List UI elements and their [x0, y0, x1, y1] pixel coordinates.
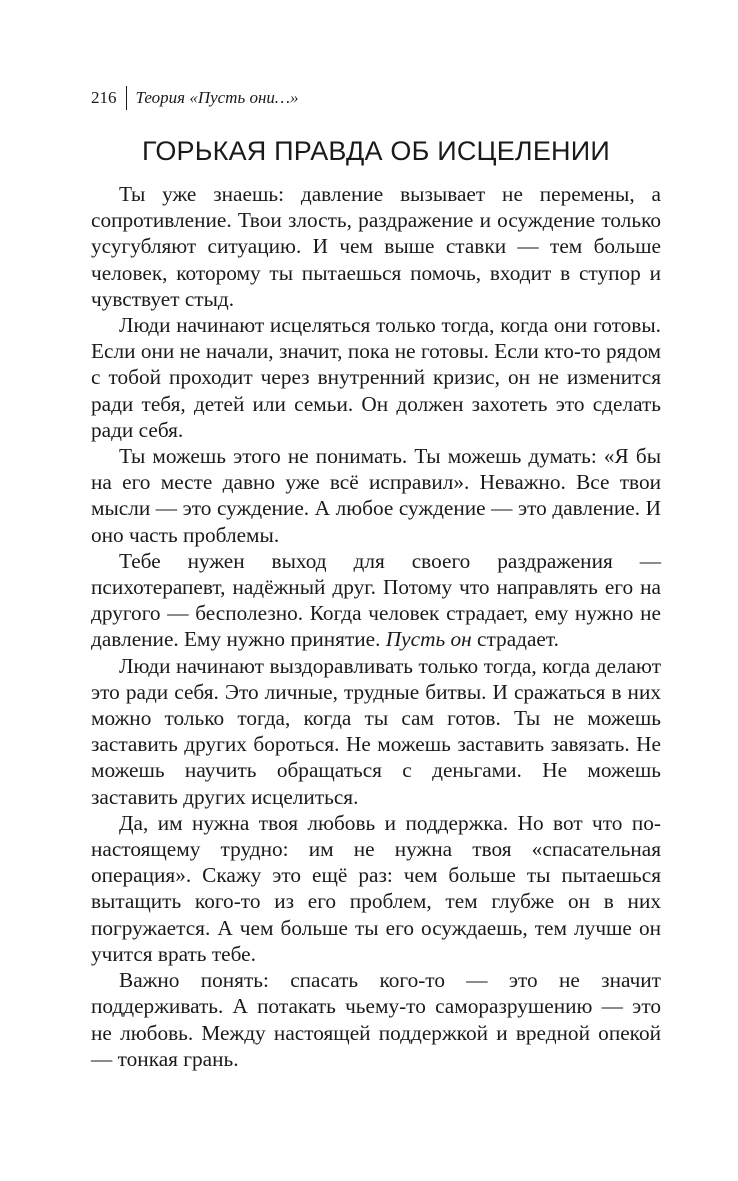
- paragraph: [91, 548, 661, 653]
- chapter-title: ГОРЬКАЯ ПРАВДА ОБ ИСЦЕЛЕНИИ: [142, 136, 610, 166]
- paragraph-text: Тебе нужен выход для своего раздражения — психотерапевт, надёжный друг. Потому что направлять его на другого — бесполезно. Когда человек страдает, ему нужно не давление. Ему нужно принятие.: [91, 548, 661, 652]
- paragraph: Люди начинают выздоравливать только тогда, когда делают это ради себя. Это личные, трудные битвы. И сражаться в них можно только тогда, когда ты сам готов. Ты не можешь заставить других бороться. Не можешь заставить завязать. Не можешь научить обращаться с деньгами. Не можешь заставить других исцелиться.: [91, 653, 661, 809]
- paragraph: Важно понять: спасать кого-то — это не значит поддерживать. А потакать чьему-то саморазрушению — это не любовь. Между настоящей поддержкой и вредной опекой — тонкая грань.: [91, 968, 661, 1071]
- paragraph: Да, им нужна твоя любовь и поддержка. Но вот что по-настоящему трудно: им не нужна твоя «спасательная операция». Скажу это ещё раз: чем больше ты пытаешься вытащить кого-то из его проблем, тем глубже он в них погружается. А чем больше ты его осуждаешь, тем лучше он учится врать тебе.: [91, 810, 661, 966]
- paragraph: Ты можешь этого не понимать. Ты можешь думать: «Я бы на его месте давно уже всё исправил». Неважно. Все твои мысли — это суждение. А любое суждение — это давление. И оно часть проблемы.: [91, 444, 661, 547]
- italic-phrase: Пусть он: [385, 627, 472, 652]
- paragraph: Люди начинают исцеляться только тогда, когда они готовы. Если они не начали, значит, пока не готовы. Если кто-то рядом с тобой проходит через внутренний кризис, он не изменится ради тебя, детей или семьи. Он должен захотеть это сделать ради себя.: [91, 313, 661, 442]
- book-title: Теория «Пусть они…»: [135, 88, 299, 107]
- body-text: [91, 181, 661, 1072]
- paragraph: Ты уже знаешь: давление вызывает не перемены, а сопротивление. Твои злость, раздражение и осуждение только усугубляют ситуацию. И чем выше ставки — тем больше человек, которому ты пытаешься помочь, входит в ступор и чувствует стыд.: [91, 182, 661, 311]
- header-divider: [126, 86, 127, 110]
- page-number: 216: [91, 88, 117, 107]
- paragraph-text: страдает.: [471, 627, 559, 652]
- running-header: [91, 86, 299, 110]
- book-page: [91, 0, 661, 1181]
